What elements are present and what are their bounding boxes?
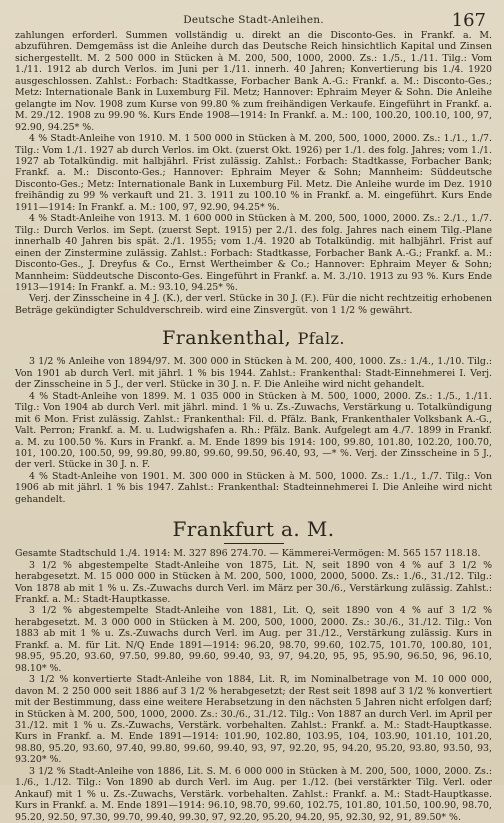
paragraph-frankenthal-1894: 3 1/2 % Anleihe von 1894/97. M. 300 000 in Stücken à M. 200, 400, 1000. Zs.: 1./4., 1./10. Tilg.: Von 1901 ab durch Verl. mit jährl. 1 % bis 1944. Zahlst.: Frankenthal: Stadt-Einnehmerei I. Verj. der Zinsscheine in 5 J., der verl. Stücke in 30 J. n. F. Die Anleihe wird nicht gehandelt.: [15, 356, 492, 391]
running-head: Deutsche Stadt-Anleihen.: [183, 14, 324, 26]
page-header: [15, 10, 492, 30]
city-name-frankfurt: Frankfurt a. M.: [172, 517, 335, 542]
section-heading-frankfurt: [15, 518, 492, 544]
heading-underline: [224, 543, 284, 544]
paragraph-forbach-1913: 4 % Stadt-Anleihe von 1913. M. 1 600 000 in Stücken à M. 200, 500, 1000, 2000. Zs.: 2./1., 1./7. Tilg.: Durch Verlos. im Sept. (zuerst Sept. 1915) per 2./1. des folg. Jahres nach einem Tilg.-Plane innerhalb 40 Jahren bis spät. 2./1. 1955; vom 1./4. 1920 ab Totalkündig. mit halbjährl. Frist auf einen der Zinstermine zulässig. Zahlst.: Forbach: Stadtkasse, Forbacher Bank A.-G.; Frankf. a. M.: Disconto-Ges., J. Dreyfus & Co., Ernst Wertheimber & Co.; Hannover: Ephraim Meyer & Sohn; Mannheim: Süddeutsche Disconto-Ges. Eingeführt in Frankf. a. M. 3./10. 1913 zu 93 %. Kurs Ende 1913—1914: In Frankf. a. M.: 93.10, 94.25* %.: [15, 213, 492, 293]
city-region-pfalz: Pfalz.: [297, 329, 345, 349]
paragraph-frankfurt-lit-q: 3 1/2 % abgestempelte Stadt-Anleihe von 1881, Lit. Q, seit 1890 von 4 % auf 3 1/2 % herabgesetzt. M. 3 000 000 in Stücken à M. 200, 500, 1000, 2000. Zs.: 30./6., 31./12. Tilg.: Von 1883 ab mit 1 % u. Zs.-Zuwachs durch Verl. im Aug. per 31./12., Verstärkung zulässig. Kurs in Frankf. a. M. für Lit. N/Q Ende 1891—1914: 96.20, 98.70, 99.60, 102.75, 101.70, 100.80, 101, 98.95, 95.20, 93.60, 97.50, 99.80, 99.60, 99.40, 93, 97, 94.20, 95, 95, 95.90, 96.50, 96, 96.10, 98.10* %.: [15, 605, 492, 674]
section-heading-frankenthal: [15, 327, 492, 350]
page-number: 167: [451, 10, 486, 31]
paragraph-frankfurt-lit-s: 3 1/2 % Stadt-Anleihe von 1886, Lit. S. M. 6 000 000 in Stücken à M. 200, 500, 1000, 2000. Zs.: 1./6., 1./12. Tilg.: Von 1890 ab durch Verl. im Aug. per 1./12. (bei verstärkter Tilg. Verl. oder Ankauf) mit 1 % u. Zs.-Zuwachs, Verstärk. vorbehalten. Zahlst.: Frankf. a. M.: Stadt-Hauptkasse. Kurs in Frankf. a. M. Ende 1891—1914: 96.10, 98.70, 99.60, 102.75, 101.80, 101.50, 100.90, 98.70, 95.20, 92.50, 97.30, 99.70, 99.40, 99.30, 97, 92.20, 95.20, 94.20, 95, 92.30, 92, 91, 89.50* %.: [15, 765, 492, 823]
paragraph-frankenthal-1901: 4 % Stadt-Anleihe von 1901. M. 300 000 in Stücken à M. 500, 1000. Zs.: 1./1., 1./7. Tilg.: Von 1906 ab mit jährl. 1 % bis 1947. Zahlst.: Frankenthal: Stadteinnehmerei I. Die Anleihe wird nicht gehandelt.: [15, 470, 492, 505]
paragraph-frankfurt-schuld: Gesamte Stadtschuld 1./4. 1914: M. 327 896 274.70. — Kämmerei-Vermögen: M. 565 157 118.18.: [15, 548, 481, 560]
paragraph-frankfurt-lit-n: 3 1/2 % abgestempelte Stadt-Anleihe von 1875, Lit. N, seit 1890 von 4 % auf 3 1/2 % herabgesetzt. M. 15 000 000 in Stücken à M. 200, 500, 1000, 2000, 5000. Zs.: 1./6., 31./12. Tilg.: Von 1878 ab mit 1 % u. Zs.-Zuwachs durch Verl. im März per 30./6., Verstärkung zulässig. Zahlst.: Frankf. a. M.: Stadt-Hauptkasse.: [15, 559, 492, 606]
paragraph-forbach-verjaehrung: Verj. der Zinsscheine in 4 J. (K.), der verl. Stücke in 30 J. (F.). Für die nicht rechtzeitig erhobenen Beträge gekündigter Schuldverschreib. wird eine Zinsvergüt. von 1 1/2 % gewährt.: [15, 293, 492, 316]
paragraph-forbach-intro: zahlungen erforderl. Summen vollständig u. direkt an die Disconto-Ges. in Frankf. a. M. abzuführen. Demgemäss ist die Anleihe durch das Deutsche Reich hinsichtlich Kapital und Zinsen sichergestellt. M. 2 500 000 in Stücken à M. 200, 500, 1000, 2000. Zs.: 1./5., 1./11. Tilg.: Vom 1./11. 1912 ab durch Verlos. im Juni per 1./11. innerh. 40 Jahren; Konvertierung bis 1./4. 1920 ausgeschlossen. Zahlst.: Forbach: Stadtkasse, Forbacher Bank A.-G.: Frankf. a. M.: Disconto-Ges.; Metz: Internationale Bank in Luxemburg Fil. Metz; Hannover: Ephraim Meyer & Sohn. Die Anleihe gelangte im Nov. 1908 zum Kurse von 99.80 % zum freihändigen Verkaufe. Eingeführt in Frankf. a. M. 29./12. 1908 zu 99.90 %. Kurs Ende 1908—1914: In Frankf. a. M.: 100, 100.20, 100.10, 100, 97, 92.90, 94.25* %.: [15, 30, 492, 133]
paragraph-forbach-1910: 4 % Stadt-Anleihe von 1910. M. 1 500 000 in Stücken à M. 200, 500, 1000, 2000. Zs.: 1./1., 1./7. Tilg.: Vom 1./1. 1927 ab durch Verlos. im Okt. (zuerst Okt. 1926) per 1./1. des folg. Jahres; vom 1./1. 1927 ab Totalkündig. mit halbjährl. Frist zulässig. Zahlst.: Forbach: Stadtkasse, Forbacher Bank; Frankf. a. M.: Disconto-Ges.; Hannover: Ephraim Meyer & Sohn; Mannheim: Süddeutsche Disconto-Ges.; Metz: Internationale Bank in Luxemburg Fil. Metz. Die Anleihe wurde im Dez. 1910 freihändig zu 99 % verkauft und 21. 3. 1911 zu 100.10 % in Frankf. a. M. eingeführt. Kurs Ende 1911—1914: In Frankf. a. M.: 100, 97, 92.90, 94.25* %.: [15, 133, 492, 213]
city-name-frankenthal: Frankenthal,: [162, 327, 292, 350]
paragraph-frankfurt-lit-r: 3 1/2 % konvertierte Stadt-Anleihe von 1884, Lit. R, im Nominalbetrage von M. 10 000 000, davon M. 2 250 000 seit 1886 auf 3 1/2 % herabgesetzt; der Rest seit 1898 auf 3 1/2 % konvertiert mit der Bestimmung, dass eine weitere Herabsetzung in den nächsten 5 Jahren nicht erfolgen darf; in Stücken à M. 200, 500, 1000, 2000. Zs.: 30./6., 31./12. Tilg.: Von 1887 an durch Verl. im April per 31./12. mit 1 % u. Zs.-Zuwachs, Verstärk. vorbehalten. Zahlst.: Frankf. a. M.: Stadt-Hauptkasse. Kurs in Frankf. a. M. Ende 1891—1914: 101.90, 102.80, 103.95, 104, 103.90, 101.10, 101.20, 98.80, 95.20, 93.60, 97.40, 99.80, 99.60, 99.40, 93, 97, 92.20, 95, 94.20, 95.20, 93.80, 93.50, 93, 93.20* %.: [15, 674, 492, 766]
paragraph-frankenthal-1899: 4 % Stadt-Anleihe von 1899. M. 1 035 000 in Stücken à M. 500, 1000, 2000. Zs.: 1./5., 1./11. Tilg.: Von 1904 ab durch Verl. mit jährl. mind. 1 % u. Zs.-Zuwachs, Verstärkung u. Totalkündigung mit 6 Mon. Frist zulässig. Zahlst.: Frankenthal: Fil. d. Pfälz. Bank, Frankenthaler Volksbank A.-G., Valt. Perron; Frankf. a. M. u. Ludwigshafen a. Rh.: Pfälz. Bank. Aufgelegt am 4./7. 1899 in Frankf. a. M. zu 100.50 %. Kurs in Frankf. a. M. Ende 1899 bis 1914: 100, 99.80, 101.80, 102.20, 100.70, 101, 100.20, 100.50, 99, 99.80, 99.80, 99.60, 99.50, 96.40, 93, —* %. Verj. der Zinsscheine in 5 J., der verl. Stücke in 30 J. n. F.: [15, 390, 492, 471]
